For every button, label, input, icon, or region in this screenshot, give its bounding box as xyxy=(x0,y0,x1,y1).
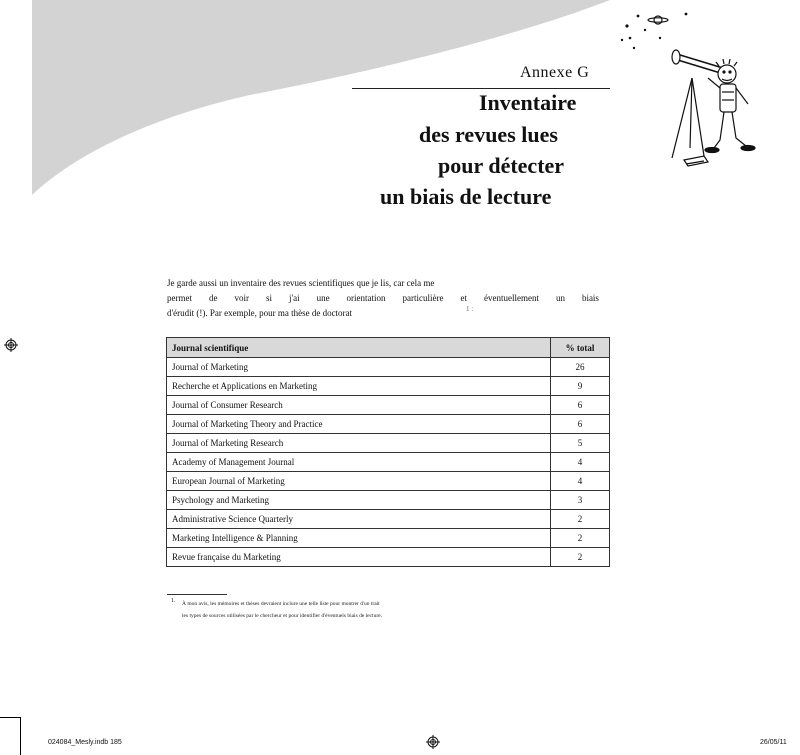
books-icon xyxy=(684,156,708,166)
journal-name-cell: Administrative Science Quarterly xyxy=(167,510,551,529)
footer-file-info: 024084_Mesly.indb 185 xyxy=(48,739,122,746)
percent-total-cell: 26 xyxy=(551,358,610,377)
journal-name-cell: Recherche et Applications en Marketing xyxy=(167,377,551,396)
intro-line-3: d'érudit (!). Par exemple, pour ma thèse de doctorat xyxy=(167,308,353,318)
percent-total-cell: 3 xyxy=(551,491,610,510)
intro-word: voir xyxy=(234,293,249,303)
intro-word: permet xyxy=(167,293,192,303)
crop-mark xyxy=(0,717,20,718)
table-row xyxy=(167,415,610,434)
intro-word: une xyxy=(316,293,330,303)
journal-name-cell: Journal of Marketing Research xyxy=(167,434,551,453)
journal-name-cell: European Journal of Marketing xyxy=(167,472,551,491)
astronomer-figure xyxy=(705,59,755,153)
table-row xyxy=(167,358,610,377)
planet-icon xyxy=(648,16,668,24)
column-header-percent: % total xyxy=(551,338,610,358)
table-row xyxy=(167,548,610,567)
table-row xyxy=(167,377,610,396)
table-row xyxy=(167,491,610,510)
journal-name-cell: Journal of Marketing xyxy=(167,358,551,377)
percent-total-cell: 4 xyxy=(551,453,610,472)
registration-mark-icon xyxy=(426,735,440,749)
table-row xyxy=(167,453,610,472)
journal-table xyxy=(166,337,610,567)
intro-word: j'ai xyxy=(288,293,300,303)
journal-name-cell: Marketing Intelligence & Planning xyxy=(167,529,551,548)
table-row xyxy=(167,510,610,529)
percent-total-cell: 9 xyxy=(551,377,610,396)
page-title-line-4: un biais de lecture xyxy=(380,184,552,209)
page-title-line-1: Inventaire xyxy=(479,90,577,115)
crop-mark xyxy=(20,717,21,755)
journal-name-cell: Journal of Marketing Theory and Practice xyxy=(167,415,551,434)
journal-name-cell: Journal of Consumer Research xyxy=(167,396,551,415)
percent-total-cell: 5 xyxy=(551,434,610,453)
footnote-reference: 1 : xyxy=(466,305,474,313)
table-row xyxy=(167,472,610,491)
percent-total-cell: 2 xyxy=(551,529,610,548)
footnote-text: À mon avis, les mémoires et thèses devraient inclure une telle liste pour montrer d'un trait les types de sources utilisées par le chercheur et pour identifier d'éventuels biais de lecture. xyxy=(182,601,382,619)
intro-word: biais xyxy=(581,293,599,303)
telescope-icon xyxy=(672,50,720,158)
intro-word: éventuellement xyxy=(483,293,539,303)
intro-word: et xyxy=(460,293,467,303)
footnote-divider xyxy=(167,594,227,595)
table-row xyxy=(167,396,610,415)
footnote-number: 1. xyxy=(171,598,176,604)
registration-mark-icon xyxy=(4,338,18,352)
percent-total-cell: 4 xyxy=(551,472,610,491)
intro-line-2 xyxy=(167,291,599,305)
intro-word: orientation xyxy=(346,293,386,303)
table-row xyxy=(167,434,610,453)
intro-line-1: Je garde aussi un inventaire des revues scientifiques que je lis, car cela me xyxy=(167,278,435,288)
page-title-line-3: pour détecter xyxy=(438,153,565,178)
journal-name-cell: Revue française du Marketing xyxy=(167,548,551,567)
table-row xyxy=(167,529,610,548)
table-header-row xyxy=(167,338,610,358)
percent-total-cell: 2 xyxy=(551,510,610,529)
footer-date: 26/05/11 xyxy=(760,739,787,746)
intro-word: si xyxy=(265,293,272,303)
astronomer-telescope-illustration xyxy=(612,8,772,178)
annex-label: Annexe G xyxy=(520,64,590,81)
intro-word: de xyxy=(208,293,218,303)
percent-total-cell: 6 xyxy=(551,396,610,415)
journal-name-cell: Psychology and Marketing xyxy=(167,491,551,510)
percent-total-cell: 2 xyxy=(551,548,610,567)
column-header-journal: Journal scientifique xyxy=(167,338,551,358)
intro-word: particulière xyxy=(402,293,444,303)
page-title-line-2: des revues lues xyxy=(419,122,558,147)
percent-total-cell: 6 xyxy=(551,415,610,434)
intro-word: un xyxy=(555,293,565,303)
journal-name-cell: Academy of Management Journal xyxy=(167,453,551,472)
